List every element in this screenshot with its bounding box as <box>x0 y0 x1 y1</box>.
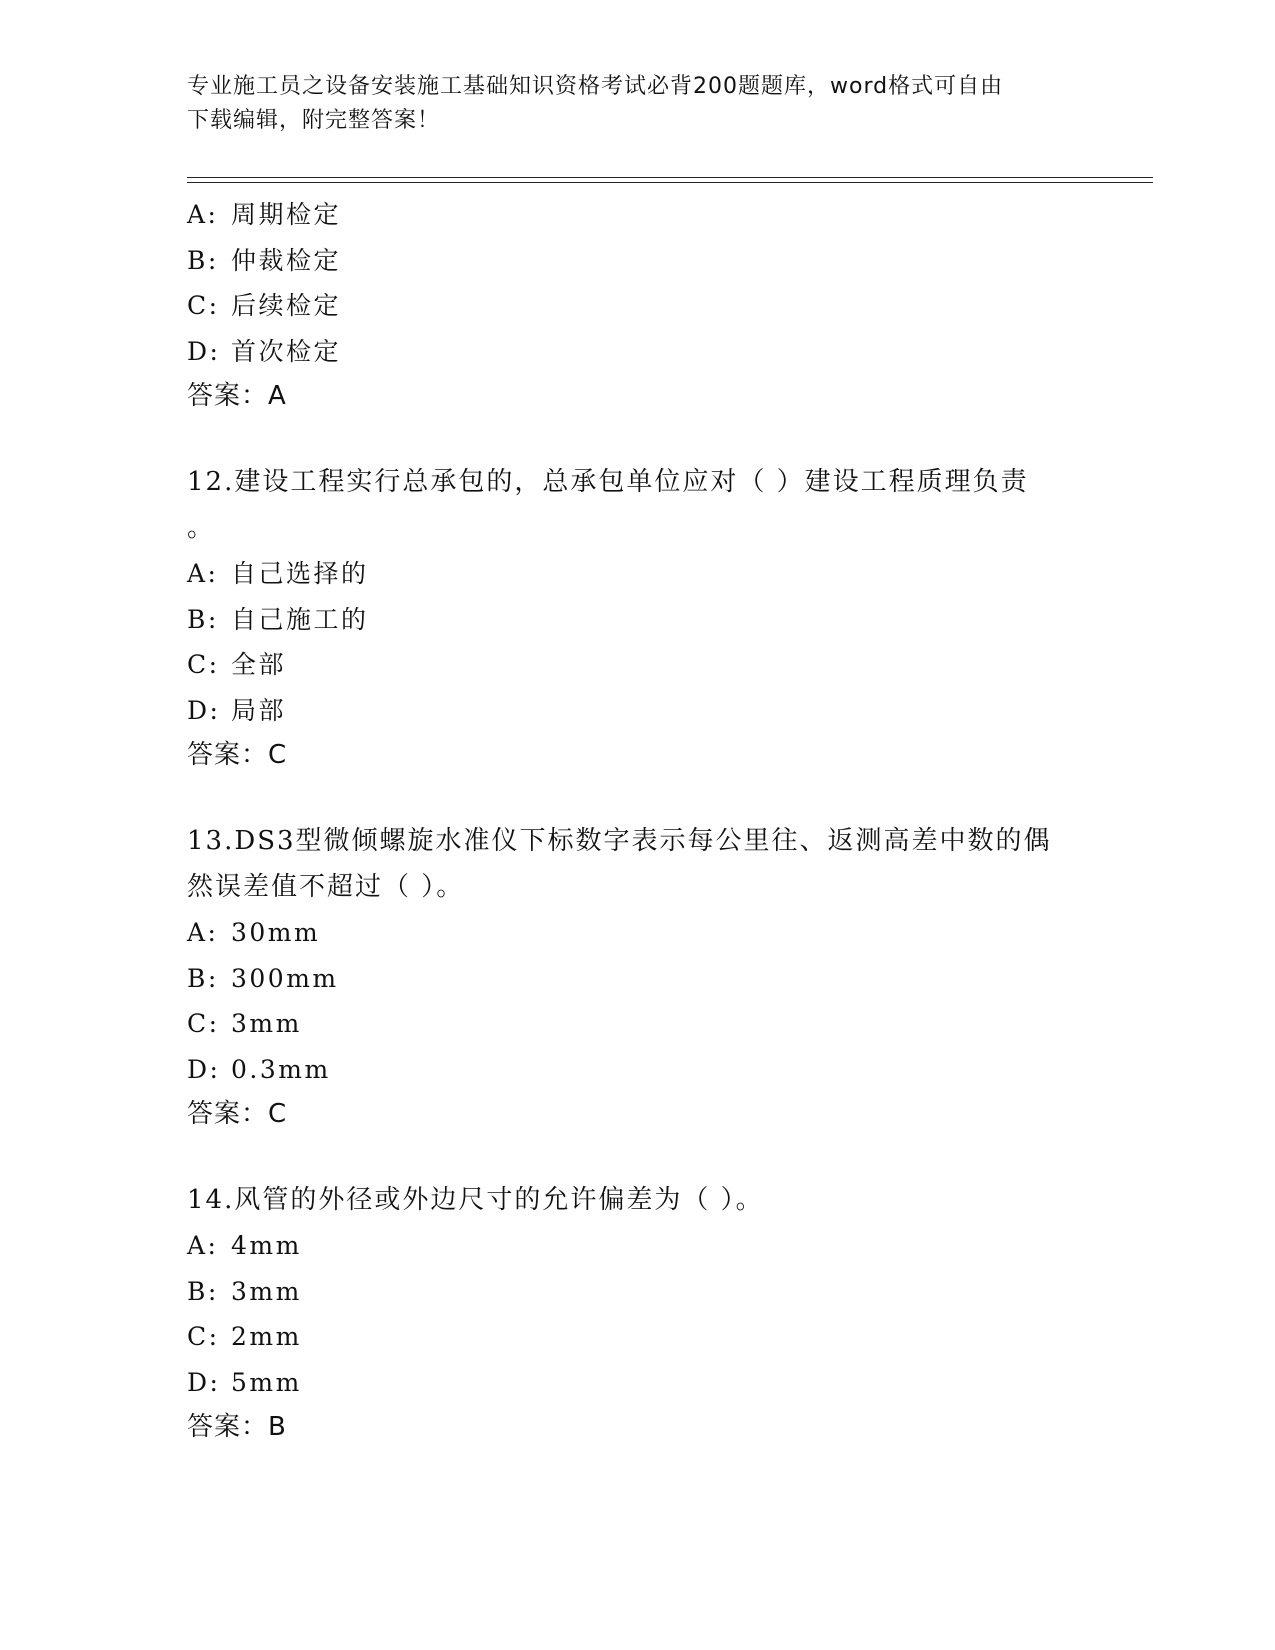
option-label: C: <box>187 1009 220 1038</box>
option-text: 30mm <box>231 918 321 947</box>
option-label: D: <box>187 1054 221 1084</box>
option-label: D: <box>187 1367 221 1397</box>
answer: 答案：A <box>187 381 287 411</box>
answer: 答案：B <box>187 1412 287 1442</box>
document-header <box>187 70 1087 138</box>
option-b <box>187 1269 1087 1315</box>
question-stem <box>187 419 1087 551</box>
question-11 <box>187 192 1087 419</box>
option-a <box>187 551 1087 597</box>
option-c <box>187 1001 1087 1047</box>
option-text: 全部 <box>231 650 287 679</box>
question-stem-line-2: 然误差值不超过（ ）。 <box>187 872 465 902</box>
option-c <box>187 283 1087 329</box>
answer: 答案：C <box>187 1099 288 1129</box>
header-line-2: 下载编辑，附完整答案！ <box>187 108 441 133</box>
option-text: 自己选择的 <box>231 559 369 588</box>
option-text: 2mm <box>231 1322 302 1351</box>
option-label: B: <box>187 963 219 993</box>
option-label: C: <box>187 650 220 679</box>
option-label: A: <box>187 1231 219 1260</box>
question-stem-line-1: 13.DS3型微倾螺旋水准仪下标数字表示每公里往、返测高差中数的偶 <box>187 826 1052 856</box>
option-text: 自己施工的 <box>231 604 369 634</box>
option-text: 3mm <box>231 1009 302 1038</box>
question-12 <box>187 419 1087 778</box>
option-label: A: <box>187 200 219 229</box>
option-c <box>187 1314 1087 1360</box>
option-d <box>187 688 1087 734</box>
option-text: 4mm <box>231 1231 302 1260</box>
option-d <box>187 1360 1087 1406</box>
header-line-1: 专业施工员之设备安装施工基础知识资格考试必背200题题库，word格式可自由 <box>187 74 1004 99</box>
option-label: D: <box>187 695 221 725</box>
option-text: 仲裁检定 <box>231 245 342 275</box>
answer: 答案：C <box>187 740 288 770</box>
option-label: A: <box>187 559 219 588</box>
question-14 <box>187 1137 1087 1450</box>
option-text: 后续检定 <box>231 291 342 320</box>
option-text: 0.3mm <box>231 1054 331 1084</box>
option-label: B: <box>187 1276 219 1306</box>
option-label: C: <box>187 291 220 320</box>
option-label: B: <box>187 604 219 634</box>
option-text: 首次检定 <box>231 336 342 366</box>
option-text: 5mm <box>231 1367 302 1397</box>
option-text: 局部 <box>231 695 287 725</box>
question-13 <box>187 778 1087 1137</box>
option-label: D: <box>187 336 221 366</box>
option-text: 3mm <box>231 1276 302 1306</box>
question-stem-line-2: 。 <box>187 513 216 543</box>
option-d <box>187 1047 1087 1093</box>
option-label: B: <box>187 245 219 275</box>
header-divider-top <box>187 177 1153 178</box>
option-text: 300mm <box>231 963 339 993</box>
option-b <box>187 956 1087 1002</box>
question-stem <box>187 1137 1087 1223</box>
question-list <box>187 192 1087 1450</box>
header-divider-bottom <box>187 182 1153 183</box>
option-label: C: <box>187 1322 220 1351</box>
option-label: A: <box>187 918 219 947</box>
option-b <box>187 597 1087 643</box>
option-a <box>187 1223 1087 1269</box>
option-c <box>187 642 1087 688</box>
question-stem-line-1: 12.建设工程实行总承包的，总承包单位应对（ ）建设工程质理负责 <box>187 467 1029 497</box>
question-stem-line-1: 14.风管的外径或外边尺寸的允许偏差为（ ）。 <box>187 1185 764 1215</box>
option-b <box>187 238 1087 284</box>
option-d <box>187 329 1087 375</box>
option-a <box>187 910 1087 956</box>
option-a <box>187 192 1087 238</box>
option-text: 周期检定 <box>231 200 342 229</box>
question-stem <box>187 778 1087 910</box>
